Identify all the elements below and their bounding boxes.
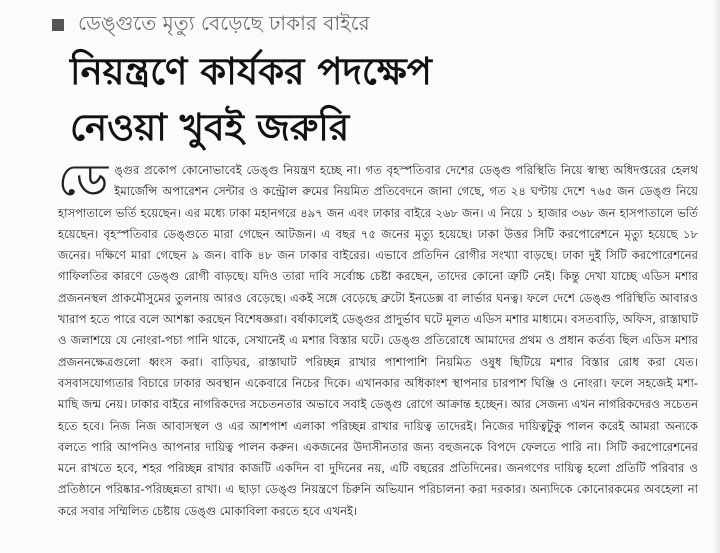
kicker bbox=[52, 12, 370, 38]
kicker-text: ডেঙ্গুতে মৃত্যু বেড়েছে ঢাকার বাইরে bbox=[78, 10, 370, 35]
headline-line-2: নেওয়া খুবই জরুরি bbox=[70, 106, 350, 149]
square-bullet-icon bbox=[52, 19, 64, 31]
article-text: ঙ্গুর প্রকোপ কোনোভাবেই ডেঙ্গু নিয়ন্ত্রণ হচ্ছে না। গত বৃহস্পতিবার দেশের ডেঙ্গু পরিস্থিতি নিয়ে স্বাস্থ্য অধিদপ্তরের হেলথ ইমার্জেন্সি অপারেশন সেন্টার ও কন্ট্রোল রুমের নিয়মিত প্রতিবেদনে জানা গেছে, গত ২৪ ঘণ্টায় দেশে ৭৬৫ জন ডেঙ্গু নিয়ে হাসপাতালে ভর্তি হয়েছেন। এর মধ্যে ঢাকা মহানগরে ৪৯৭ জন এবং ঢাকার বাইরে ২৬৮ জন। এ নিয়ে ১ হাজার ৩৬৮ জন হাসপাতালে ভর্তি হয়েছেন। বৃহস্পতিবার ডেঙ্গুতে মারা গেছেন আটজন। এ বছর ৭৫ জনের মৃত্যু হয়েছে। ঢাকা উত্তর সিটি করপোরেশনে মৃত্যু হয়েছে ১৮ জনের। দক্ষিণে মারা গেছেন ৯ জন। বাকি ৪৮ জন ঢাকার বাইরের। এভাবে প্রতিদিন রোগীর সংখ্যা বাড়ছে। ঢাকা দুই সিটি করপোরেশনের গাফিলতির কারণে ডেঙ্গু রোগী বাড়ছে। যদিও তারা দাবি সর্বোচ্চ চেষ্টা করছেন, তাদের কোনো ত্রুটি নেই। কিন্তু দেখা যাচ্ছে এডিস মশার প্রজননস্থল প্রাকমৌসুমের তুলনায় আরও বেড়েছে। একই সঙ্গে বেড়েছে ব্রুটো ইনডেক্স বা লার্ভার ঘনত্ব। ফলে দেশে ডেঙ্গু পরিস্থিতি আবারও খারাপ হতে পারে বলে আশঙ্কা করছেন বিশেষজ্ঞরা। বর্ষাকালেই ডেঙ্গুর প্রাদুর্ভাব ঘটে মূলত এডিস মশার মাধ্যমে। বসতবাড়ি, অফিস, রাস্তাঘাট ও জলাশয়ে যে নোংরা-পচা পানি থাকে, সেখানেই এ মশার বিস্তার ঘটে। ডেঙ্গু প্রতিরোধে আমাদের প্রথম ও প্রধান কর্তব্য ছিল এডিস মশার প্রজননক্ষেত্রগুলো ধ্বংস করা। বাড়িঘর, রাস্তাঘাট পরিচ্ছন্ন রাখার পাশাপাশি নিয়মিত ওষুধ ছিটিয়ে মশার বিস্তার রোধ করা যেত। বসবাসযোগ্যতার বিচারে ঢাকার অবস্থান একেবারে নিচের দিকে। এখানকার অধিকাংশ স্থাপনার চারপাশ ঘিঞ্জি ও নোংরা। ফলে সহজেই মশা-মাছি জন্ম নেয়। ঢাকার বাইরে নাগরিকদের সচেতনতার অভাবে সবাই ডেঙ্গু রোগে আক্রান্ত হচ্ছেন। আর সেজন্য এখন নাগরিকদেরও সচেতন হতে হবে। নিজ নিজ আবাসস্থল ও এর আশপাশ এলাকা পরিচ্ছন্ন রাখার দায়িত্ব তাদেরই। নিজের দায়িত্বটুকু পালন করেই আমরা অন্যকে বলতে পারি আপনিও আপনার দায়িত্ব পালন করুন। একজনের উদাসীনতার জন্য বহুজনকে বিপদে ফেলতে পারি না। সিটি করপোরেশনের মনে রাখতে হবে, শহর পরিচ্ছন্ন রাখার কাজটি একদিন বা দুদিনের নয়, এটি বছরের প্রতিদিনের। জনগণের দায়িত্ব হলো প্রতিটি পরিবার ও প্রতিষ্ঠানে পরিষ্কার-পরিচ্ছন্নতা রাখা। এ ছাড়া ডেঙ্গু নিয়ন্ত্রণে চিরুনি অভিযান পরিচালনা করা দরকার। অন্যদিকে কোনোরকমের অবহেলা না করে সবার সম্মিলিত চেষ্টায় ডেঙ্গু মোকাবিলা করতে হবে এখনই। bbox=[58, 163, 699, 518]
headline-line-1: নিয়ন্ত্রণে কার্যকর পদক্ষেপ bbox=[70, 50, 432, 93]
drop-cap: ডে bbox=[58, 155, 109, 206]
article-body bbox=[58, 155, 699, 522]
headline bbox=[70, 44, 690, 156]
